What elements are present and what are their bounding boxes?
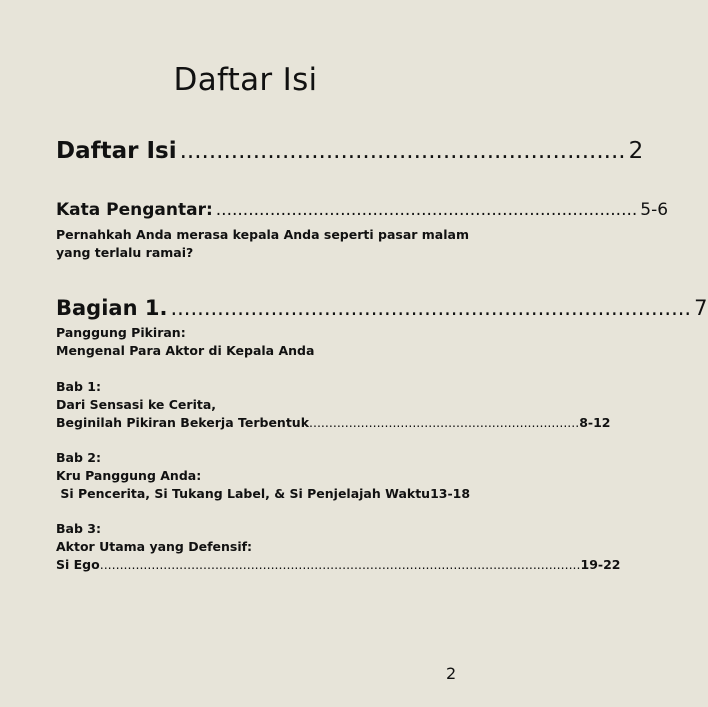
description-line: Panggung Pikiran:	[56, 325, 186, 340]
toc-entry-page: 2	[628, 138, 644, 164]
chapter-title-line: Si Ego	[56, 557, 100, 572]
page-number: 2	[446, 664, 457, 683]
chapter-title-line: Kru Panggung Anda:	[56, 468, 202, 483]
toc-entry-title: Kata Pengantar:	[56, 200, 213, 220]
toc-entry-page: 5-6	[640, 200, 669, 220]
description-line: yang terlalu ramai?	[56, 245, 194, 260]
chapter-title-line: Aktor Utama yang Defensif:	[56, 539, 253, 554]
chapter-title-line-with-page	[56, 556, 621, 574]
toc-entry-bab-2[interactable]	[56, 449, 471, 503]
chapter-label: Bab 3:	[56, 521, 101, 536]
toc-entry-page: 19-22	[580, 557, 621, 572]
toc-entry-bab-3[interactable]	[56, 520, 621, 574]
chapter-title-line: Si Pencerita, Si Tukang Label, & Si Penjelajah Waktu	[56, 486, 431, 501]
dot-leader: ..............................................................................	[170, 296, 692, 320]
toc-entry-bab-1[interactable]	[56, 378, 611, 432]
dot-leader: ....................................................................	[309, 415, 580, 430]
toc-entry-page: 7	[694, 296, 708, 320]
chapter-label: Bab 2:	[56, 450, 101, 465]
page-title: Daftar Isi	[173, 62, 318, 98]
chapter-label: Bab 1:	[56, 379, 101, 394]
toc-entry-page: 13-18	[430, 486, 471, 501]
chapter-title-line-with-page	[56, 485, 471, 503]
toc-entry-title: Bagian 1.	[56, 296, 168, 320]
toc-entry-daftar-isi[interactable]	[56, 138, 644, 164]
toc-entry-title: Daftar Isi	[56, 138, 177, 164]
toc-entry-bagian-1[interactable]	[56, 296, 708, 320]
description-line: Mengenal Para Aktor di Kepala Anda	[56, 343, 315, 358]
chapter-title-line: Beginilah Pikiran Bekerja Terbentuk	[56, 415, 310, 430]
chapter-title-line: Dari Sensasi ke Cerita,	[56, 397, 217, 412]
dot-leader: ..............................................................................	[215, 200, 638, 220]
dot-leader: .............................................................	[179, 138, 626, 164]
toc-entry-description	[56, 226, 469, 262]
toc-entry-kata-pengantar[interactable]	[56, 200, 669, 220]
chapter-title-line-with-page	[56, 414, 611, 432]
description-line: Pernahkah Anda merasa kepala Anda seperti pasar malam	[56, 227, 469, 242]
toc-entry-page: 8-12	[579, 415, 611, 430]
toc-entry-description	[56, 324, 314, 360]
dot-leader: .........................................................................................................................	[99, 557, 581, 572]
